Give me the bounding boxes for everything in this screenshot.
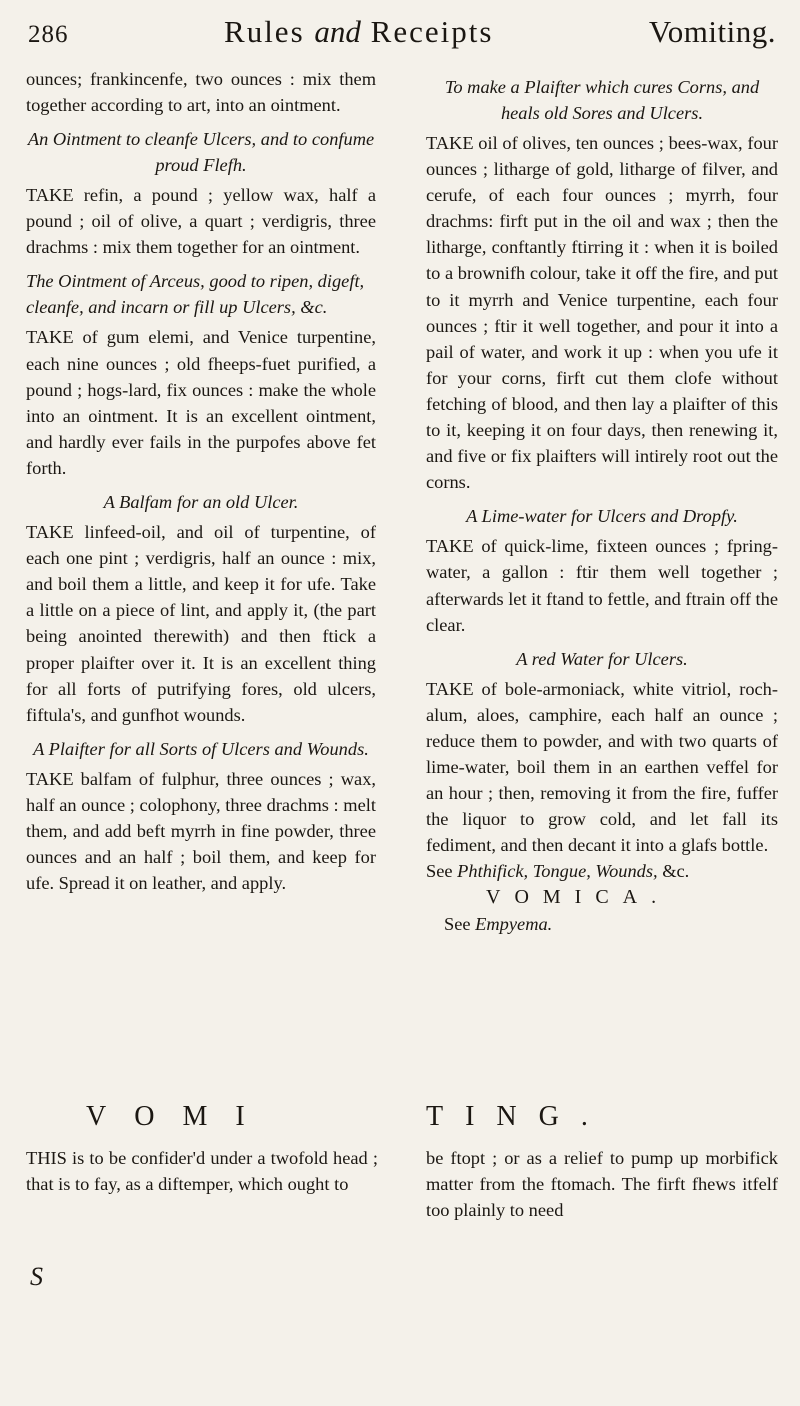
heading-plaister-wounds: A Plaifter for all Sorts of Ulcers and Wounds. (33, 738, 369, 759)
signature-mark: S (30, 1262, 43, 1291)
heading-lime-water: A Lime-water for Ulcers and Dropfy. (466, 506, 738, 527)
vomiting-text-right: be ftopt ; or as a relief to pump up morbifick matter from the ftomach. The firft fhews itfelf too plainly to need (426, 1148, 778, 1220)
vomica-heading: VOMICA. (486, 886, 671, 909)
recipe-red-water: TAKE of bole-armoniack, white vitriol, roch-alum, aloes, camphire, each half an ounce ; reduce them to powder, and with two quarts of lime-water, boil them in an earthen veffel for an hour ; then, removing it from the fire, fuffer the liquor to grow cold, and let fall its fediment, and then decant it into a glafs bottle. (426, 678, 778, 856)
recipe-ointment-cleanse: TAKE refin, a pound ; yellow wax, half a pound ; oil of olive, a quart ; verdigris, three drachms : mix them together for an ointment. (26, 185, 376, 258)
see-prefix: See (426, 861, 453, 882)
heading-arceus: The Ointment of Arceus, good to ripen, digeft, cleanfe, and incarn or fill up Ulcers, &c. (26, 271, 365, 318)
see-empyema-note (426, 911, 778, 937)
recipe-plaister-corns: TAKE oil of olives, ten ounces ; bees-wax, four ounces ; litharge of gold, litharge of filver, and cerufe, of each four ounces ; myrrh, four drachms: firft put in the oil and wax ; then the litharge, conftantly ftirring it : when it is boiled to a brownifh colour, take it off the fire, and put to it myrrh and Venice turpentine, each four ounces ; ftir it well together, and pour it into a pail of water, and work it up : when you ufe it for your corns, firft cut them clofe without fetching of blood, and then lay a plaifter of this to it, keeping it on four days, then renewing it, and five or fix plaifters will intirely root out the corns. (426, 133, 778, 493)
recipe-arceus: TAKE of gum elemi, and Venice turpentine, each nine ounces ; old fheeps-fuet purified, a pound ; hogs-lard, fix ounces : make the whole into an ointment. It is an excellent ointment, and hardly ever fails in the purpofes above fet forth. (26, 327, 376, 478)
see-references: Phthifick, Tongue, Wounds, (457, 861, 658, 882)
see-prefix-2: See (444, 913, 471, 934)
see-empyema: Empyema. (475, 913, 553, 934)
left-column (26, 66, 376, 896)
right-column (426, 66, 778, 937)
heading-red-water: A red Water for Ulcers. (516, 648, 688, 669)
running-title (224, 14, 493, 50)
page-header (28, 14, 776, 62)
page-number: 286 (28, 21, 69, 48)
recipe-plaister-wounds: TAKE balfam of fulphur, three ounces ; wax, half an ounce ; colophony, three drachms : melt them, and add beft myrrh in fine powder, three ounces and an half ; boil them, and keep for ufe. Spread it on leather, and apply. (26, 768, 376, 894)
intro-paragraph: ounces; frankincenfe, two ounces : mix them together according to art, into an ointment. (26, 69, 376, 116)
see-also-note (426, 858, 778, 884)
heading-plaister-corns: To make a Plaifter which cures Corns, and heals old Sores and Ulcers. (444, 77, 760, 123)
vomiting-title-right: TING. (426, 1101, 610, 1132)
title-and: and (314, 14, 361, 49)
vomiting-title-left: VOMI (86, 1101, 273, 1132)
title-rules: Rules (224, 14, 305, 49)
recipe-balsam: TAKE linfeed-oil, and oil of turpentine, of each one pint ; verdigris, half an ounce : mix, and boil them a little, and keep it for ufe. Take a little on a piece of lint, and apply it, (the part being anointed therewith) and then ftick a proper plaifter over it. It is an excellent thing for all forts of putrifying fores, old ulcers, fiftula's, and gunfhot wounds. (26, 522, 376, 725)
recipe-lime-water: TAKE of quick-lime, fixteen ounces ; fpring-water, a gallon : ftir them well together ; afterwards let it ftand to fettle, and ftrain off the clear. (426, 536, 779, 635)
heading-balsam: A Balfam for an old Ulcer. (103, 492, 299, 513)
title-receipts: Receipts (370, 14, 494, 49)
see-suffix: &c. (662, 861, 690, 882)
heading-ointment-cleanse: An Ointment to cleanfe Ulcers, and to confume proud Flefh. (27, 129, 375, 176)
vomiting-text-left: THIS is to be confider'd under a twofold head ; that is to fay, as a diftemper, which ought to (26, 1148, 378, 1194)
section-title: Vomiting. (648, 14, 776, 49)
